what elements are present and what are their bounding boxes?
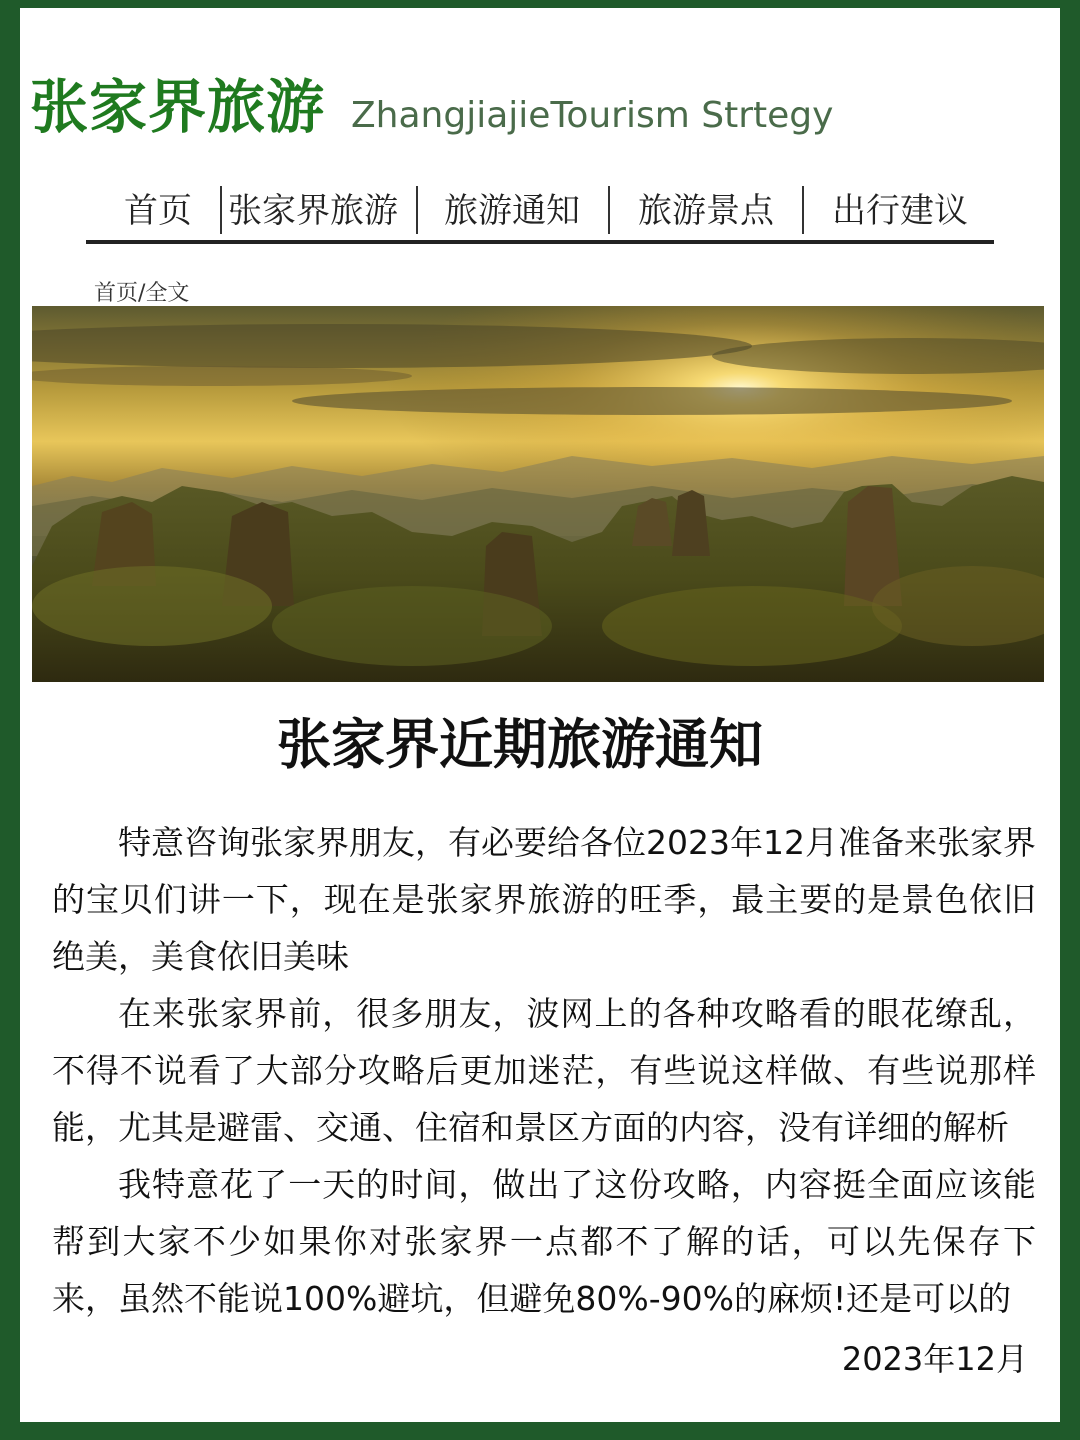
- nav-divider: [608, 186, 610, 234]
- nav-item-travel-advice[interactable]: 出行建议: [832, 191, 968, 231]
- nav-divider: [802, 186, 804, 234]
- breadcrumb[interactable]: 首页/全文: [94, 281, 190, 306]
- article-body: [52, 814, 1036, 1327]
- banner-image: [32, 306, 1044, 682]
- article-paragraph: 在来张家界前，很多朋友，波网上的各种攻略看的眼花缭乱，不得不说看了大部分攻略后更加迷茫，有些说这样做、有些说那样能，尤其是避雷、交通、住宿和景区方面的内容，没有详细的解析: [52, 994, 1036, 1147]
- nav-item-home[interactable]: 首页: [124, 191, 192, 231]
- nav-item-attractions[interactable]: 旅游景点: [638, 191, 774, 231]
- page-card: [20, 8, 1060, 1422]
- landscape-photo-icon: [32, 306, 1044, 682]
- main-nav: [86, 178, 994, 244]
- site-title[interactable]: 张家界旅游: [30, 73, 326, 141]
- article-headline: 张家界近期旅游通知: [277, 713, 763, 776]
- nav-item-zhangjiajie-tourism[interactable]: 张家界旅游: [228, 191, 398, 231]
- nav-divider: [220, 186, 222, 234]
- nav-item-travel-notice[interactable]: 旅游通知: [444, 191, 580, 231]
- nav-divider: [416, 186, 418, 234]
- article-date: 2023年12月: [841, 1340, 1028, 1378]
- article-paragraph: 我特意花了一天的时间，做出了这份攻略，内容挺全面应该能帮到大家不少如果你对张家界一点都不了解的话，可以先保存下来，虽然不能说100%避坑，但避免80%-90%的麻烦!还是可以的: [52, 1165, 1036, 1318]
- site-subtitle: ZhangjiajieTourism Strtegy: [351, 95, 834, 136]
- article-paragraph: 特意咨询张家界朋友，有必要给各位2023年12月准备来张家界的宝贝们讲一下，现在是张家界旅游的旺季，最主要的是景色依旧绝美，美食依旧美味: [52, 823, 1036, 976]
- site-header: [30, 60, 833, 144]
